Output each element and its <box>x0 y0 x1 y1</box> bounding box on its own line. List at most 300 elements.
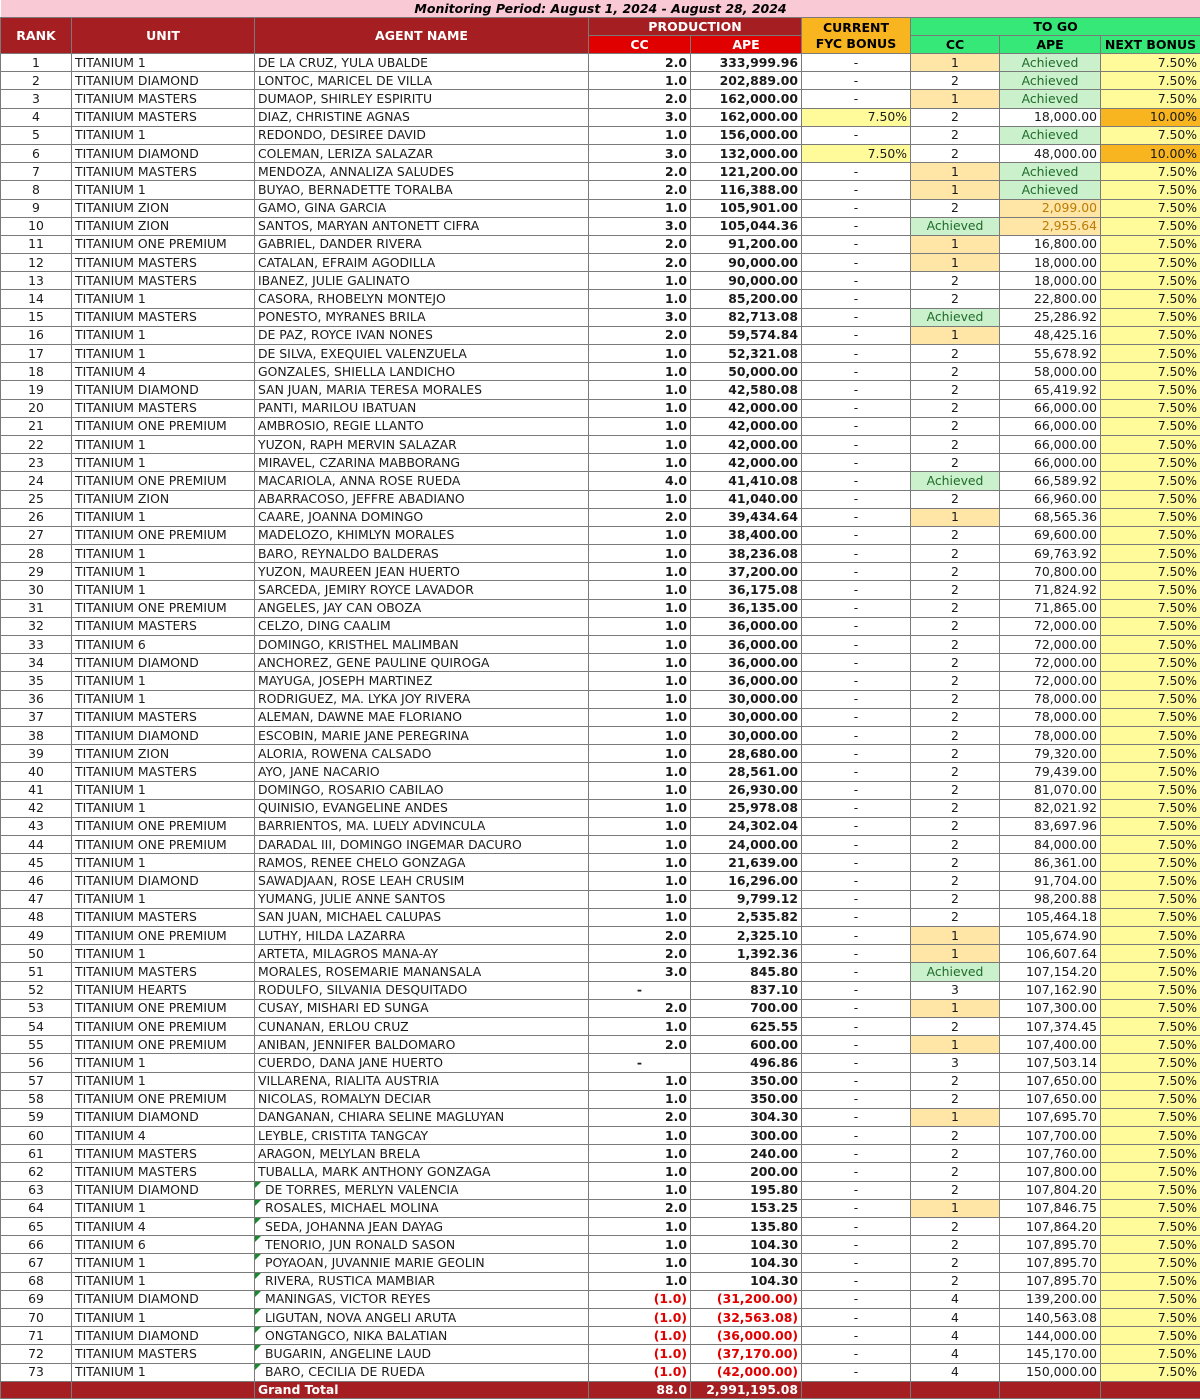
production-ape-cell[interactable]: 50,000.00 <box>691 363 802 381</box>
current-fyc-bonus-cell[interactable]: - <box>802 617 911 635</box>
to-go-ape-cell[interactable]: 69,600.00 <box>1000 526 1101 544</box>
to-go-cc-cell[interactable]: 2 <box>911 381 1000 399</box>
next-bonus-cell[interactable]: 7.50% <box>1101 563 1200 581</box>
production-cc-cell[interactable]: 1.0 <box>589 1163 691 1181</box>
unit-cell[interactable]: TITANIUM 1 <box>72 1254 255 1272</box>
agent-name-cell[interactable]: COLEMAN, LERIZA SALAZAR <box>255 144 589 162</box>
rank-cell[interactable]: 37 <box>1 708 72 726</box>
production-ape-cell[interactable]: 105,901.00 <box>691 199 802 217</box>
current-fyc-bonus-cell[interactable]: - <box>802 363 911 381</box>
to-go-ape-cell[interactable]: 107,864.20 <box>1000 1218 1101 1236</box>
agent-name-cell[interactable]: DE LA CRUZ, YULA UBALDE <box>255 54 589 72</box>
next-bonus-cell[interactable]: 7.50% <box>1101 581 1200 599</box>
current-fyc-bonus-cell[interactable]: - <box>802 1054 911 1072</box>
to-go-cc-cell[interactable]: Achieved <box>911 963 1000 981</box>
agent-name-cell[interactable]: CUERDO, DANA JANE HUERTO <box>255 1054 589 1072</box>
production-ape-cell[interactable]: 845.80 <box>691 963 802 981</box>
current-fyc-bonus-cell[interactable]: - <box>802 435 911 453</box>
production-ape-cell[interactable]: 135.80 <box>691 1218 802 1236</box>
next-bonus-cell[interactable]: 7.50% <box>1101 1254 1200 1272</box>
unit-cell[interactable]: TITANIUM MASTERS <box>72 90 255 108</box>
production-cc-cell[interactable]: (1.0) <box>589 1290 691 1308</box>
production-cc-cell[interactable]: 2.0 <box>589 945 691 963</box>
agent-name-cell[interactable]: SANTOS, MARYAN ANTONETT CIFRA <box>255 217 589 235</box>
production-cc-cell[interactable]: 2.0 <box>589 1036 691 1054</box>
current-fyc-bonus-cell[interactable]: - <box>802 1127 911 1145</box>
rank-cell[interactable]: 58 <box>1 1090 72 1108</box>
production-ape-cell[interactable]: 36,000.00 <box>691 654 802 672</box>
to-go-ape-cell[interactable]: 105,674.90 <box>1000 927 1101 945</box>
agent-name-cell[interactable]: ANIBAN, JENNIFER BALDOMARO <box>255 1036 589 1054</box>
production-ape-cell[interactable]: 30,000.00 <box>691 726 802 744</box>
next-bonus-cell[interactable]: 7.50% <box>1101 326 1200 344</box>
next-bonus-cell[interactable]: 7.50% <box>1101 1127 1200 1145</box>
agent-name-cell[interactable] <box>255 1290 589 1308</box>
rank-cell[interactable]: 48 <box>1 908 72 926</box>
rank-cell[interactable]: 52 <box>1 981 72 999</box>
rank-cell[interactable]: 35 <box>1 672 72 690</box>
unit-cell[interactable]: TITANIUM 1 <box>72 326 255 344</box>
current-fyc-bonus-cell[interactable]: - <box>802 745 911 763</box>
next-bonus-cell[interactable]: 7.50% <box>1101 690 1200 708</box>
production-cc-cell[interactable]: 1.0 <box>589 836 691 854</box>
current-fyc-bonus-cell[interactable]: - <box>802 836 911 854</box>
next-bonus-cell[interactable]: 7.50% <box>1101 472 1200 490</box>
current-fyc-bonus-cell[interactable]: - <box>802 345 911 363</box>
agent-name-cell[interactable]: CATALAN, EFRAIM AGODILLA <box>255 254 589 272</box>
production-ape-cell[interactable]: 350.00 <box>691 1072 802 1090</box>
production-ape-cell[interactable]: 36,000.00 <box>691 672 802 690</box>
production-ape-cell[interactable]: 26,930.00 <box>691 781 802 799</box>
to-go-ape-cell[interactable]: 140,563.08 <box>1000 1308 1101 1326</box>
production-ape-cell[interactable]: 1,392.36 <box>691 945 802 963</box>
rank-cell[interactable]: 61 <box>1 1145 72 1163</box>
to-go-ape-cell[interactable]: 72,000.00 <box>1000 654 1101 672</box>
production-cc-cell[interactable]: 1.0 <box>589 272 691 290</box>
agent-name-cell[interactable] <box>255 1363 589 1381</box>
to-go-cc-cell[interactable]: 2 <box>911 545 1000 563</box>
to-go-ape-cell[interactable]: 66,000.00 <box>1000 454 1101 472</box>
production-cc-cell[interactable]: 3.0 <box>589 108 691 126</box>
to-go-ape-cell[interactable]: 107,804.20 <box>1000 1181 1101 1199</box>
unit-cell[interactable]: TITANIUM MASTERS <box>72 617 255 635</box>
to-go-ape-cell[interactable]: 105,464.18 <box>1000 908 1101 926</box>
current-fyc-bonus-cell[interactable]: - <box>802 72 911 90</box>
production-ape-cell[interactable]: 104.30 <box>691 1254 802 1272</box>
current-fyc-bonus-cell[interactable]: - <box>802 217 911 235</box>
to-go-cc-cell[interactable]: 4 <box>911 1363 1000 1381</box>
unit-cell[interactable]: TITANIUM 1 <box>72 1054 255 1072</box>
current-fyc-bonus-cell[interactable]: - <box>802 1017 911 1035</box>
to-go-ape-cell[interactable]: 84,000.00 <box>1000 836 1101 854</box>
to-go-ape-cell[interactable]: 150,000.00 <box>1000 1363 1101 1381</box>
current-fyc-bonus-cell[interactable]: - <box>802 672 911 690</box>
production-ape-cell[interactable]: 300.00 <box>691 1127 802 1145</box>
next-bonus-cell[interactable]: 7.50% <box>1101 1036 1200 1054</box>
next-bonus-cell[interactable]: 7.50% <box>1101 272 1200 290</box>
next-bonus-cell[interactable]: 7.50% <box>1101 1308 1200 1326</box>
to-go-ape-cell[interactable]: 65,419.92 <box>1000 381 1101 399</box>
next-bonus-cell[interactable]: 7.50% <box>1101 417 1200 435</box>
current-fyc-bonus-cell[interactable]: - <box>802 981 911 999</box>
unit-cell[interactable]: TITANIUM 1 <box>72 799 255 817</box>
to-go-ape-cell[interactable]: 72,000.00 <box>1000 672 1101 690</box>
current-fyc-bonus-cell[interactable]: - <box>802 1272 911 1290</box>
production-ape-cell[interactable]: 24,302.04 <box>691 817 802 835</box>
to-go-ape-cell[interactable]: Achieved <box>1000 54 1101 72</box>
rank-cell[interactable]: 4 <box>1 108 72 126</box>
unit-cell[interactable]: TITANIUM 1 <box>72 945 255 963</box>
production-ape-cell[interactable]: 30,000.00 <box>691 708 802 726</box>
next-bonus-cell[interactable]: 7.50% <box>1101 1236 1200 1254</box>
grand-total-label[interactable]: Grand Total <box>255 1381 589 1398</box>
to-go-cc-cell[interactable]: 1 <box>911 1108 1000 1126</box>
to-go-ape-cell[interactable]: 107,695.70 <box>1000 1108 1101 1126</box>
to-go-cc-cell[interactable]: 2 <box>911 617 1000 635</box>
unit-cell[interactable]: TITANIUM ONE PREMIUM <box>72 817 255 835</box>
unit-cell[interactable]: TITANIUM 1 <box>72 345 255 363</box>
next-bonus-cell[interactable]: 7.50% <box>1101 90 1200 108</box>
current-fyc-bonus-cell[interactable]: - <box>802 781 911 799</box>
next-bonus-header[interactable]: NEXT BONUS <box>1101 36 1200 54</box>
to-go-cc-cell[interactable]: 1 <box>911 235 1000 253</box>
next-bonus-cell[interactable]: 7.50% <box>1101 72 1200 90</box>
agent-name-cell[interactable] <box>255 1199 589 1217</box>
current-fyc-bonus-cell[interactable]: - <box>802 1308 911 1326</box>
to-go-cc-cell[interactable]: 2 <box>911 526 1000 544</box>
agent-name-cell[interactable]: GONZALES, SHIELLA LANDICHO <box>255 363 589 381</box>
to-go-ape-cell[interactable]: 139,200.00 <box>1000 1290 1101 1308</box>
agent-name-cell[interactable]: DOMINGO, ROSARIO CABILAO <box>255 781 589 799</box>
rank-cell[interactable]: 71 <box>1 1327 72 1345</box>
agent-name-cell[interactable]: ARTETA, MILAGROS MANA-AY <box>255 945 589 963</box>
to-go-ape-cell[interactable]: 107,760.00 <box>1000 1145 1101 1163</box>
rank-cell[interactable]: 6 <box>1 144 72 162</box>
to-go-ape-cell[interactable]: 16,800.00 <box>1000 235 1101 253</box>
to-go-ape-cell[interactable]: Achieved <box>1000 90 1101 108</box>
production-ape-cell[interactable]: 304.30 <box>691 1108 802 1126</box>
rank-cell[interactable]: 9 <box>1 199 72 217</box>
next-bonus-cell[interactable]: 7.50% <box>1101 945 1200 963</box>
agent-name-cell[interactable]: CELZO, DING CAALIM <box>255 617 589 635</box>
agent-name-header[interactable]: AGENT NAME <box>255 18 589 54</box>
to-go-ape-cell[interactable]: 107,400.00 <box>1000 1036 1101 1054</box>
next-bonus-cell[interactable]: 7.50% <box>1101 363 1200 381</box>
production-ape-cell[interactable]: 202,889.00 <box>691 72 802 90</box>
production-ape-cell[interactable]: 496.86 <box>691 1054 802 1072</box>
next-bonus-cell[interactable]: 7.50% <box>1101 1090 1200 1108</box>
to-go-cc-cell[interactable]: 1 <box>911 1036 1000 1054</box>
rank-cell[interactable]: 69 <box>1 1290 72 1308</box>
rank-cell[interactable]: 5 <box>1 126 72 144</box>
current-fyc-bonus-cell[interactable]: - <box>802 181 911 199</box>
production-ape-cell[interactable]: 156,000.00 <box>691 126 802 144</box>
to-go-cc-cell[interactable]: 4 <box>911 1345 1000 1363</box>
current-fyc-bonus-cell[interactable]: - <box>802 945 911 963</box>
agent-name-cell[interactable]: DE SILVA, EXEQUIEL VALENZUELA <box>255 345 589 363</box>
rank-cell[interactable]: 47 <box>1 890 72 908</box>
production-cc-cell[interactable]: 1.0 <box>589 745 691 763</box>
current-fyc-bonus-cell[interactable]: - <box>802 690 911 708</box>
production-ape-cell[interactable]: 105,044.36 <box>691 217 802 235</box>
to-go-ape-cell[interactable]: 66,000.00 <box>1000 417 1101 435</box>
agent-name-cell[interactable]: VILLARENA, RIALITA AUSTRIA <box>255 1072 589 1090</box>
unit-cell[interactable]: TITANIUM 1 <box>72 854 255 872</box>
next-bonus-cell[interactable]: 7.50% <box>1101 254 1200 272</box>
rank-cell[interactable]: 36 <box>1 690 72 708</box>
unit-cell[interactable]: TITANIUM DIAMOND <box>72 726 255 744</box>
production-ape-cell[interactable]: 162,000.00 <box>691 90 802 108</box>
next-bonus-cell[interactable]: 7.50% <box>1101 345 1200 363</box>
to-go-ape-cell[interactable]: 22,800.00 <box>1000 290 1101 308</box>
unit-cell[interactable]: TITANIUM MASTERS <box>72 308 255 326</box>
agent-name-cell[interactable]: MORALES, ROSEMARIE MANANSALA <box>255 963 589 981</box>
to-go-ape-cell[interactable]: 69,763.92 <box>1000 545 1101 563</box>
production-cc-cell[interactable]: 2.0 <box>589 254 691 272</box>
next-bonus-cell[interactable]: 7.50% <box>1101 781 1200 799</box>
next-bonus-cell[interactable]: 7.50% <box>1101 1290 1200 1308</box>
production-cc-cell[interactable]: 2.0 <box>589 181 691 199</box>
to-go-ape-cell[interactable]: 107,700.00 <box>1000 1127 1101 1145</box>
production-cc-cell[interactable]: 3.0 <box>589 217 691 235</box>
production-cc-cell[interactable]: 1.0 <box>589 1218 691 1236</box>
next-bonus-cell[interactable]: 7.50% <box>1101 636 1200 654</box>
production-cc-cell[interactable]: 1.0 <box>589 1272 691 1290</box>
next-bonus-cell[interactable]: 7.50% <box>1101 290 1200 308</box>
to-go-ape-cell[interactable]: 66,589.92 <box>1000 472 1101 490</box>
production-ape-cell[interactable]: 153.25 <box>691 1199 802 1217</box>
current-fyc-bonus-cell[interactable]: - <box>802 1345 911 1363</box>
current-fyc-bonus-cell[interactable]: - <box>802 1108 911 1126</box>
unit-cell[interactable]: TITANIUM 1 <box>72 181 255 199</box>
to-go-cc-cell[interactable]: 4 <box>911 1308 1000 1326</box>
rank-cell[interactable]: 25 <box>1 490 72 508</box>
rank-cell[interactable]: 43 <box>1 817 72 835</box>
production-cc-cell[interactable]: 1.0 <box>589 563 691 581</box>
to-go-ape-cell[interactable]: 107,895.70 <box>1000 1236 1101 1254</box>
to-go-cc-cell[interactable]: 2 <box>911 290 1000 308</box>
agent-name-cell[interactable]: CASORA, RHOBELYN MONTEJO <box>255 290 589 308</box>
to-go-ape-cell[interactable]: 66,000.00 <box>1000 399 1101 417</box>
production-cc-cell[interactable]: 2.0 <box>589 235 691 253</box>
to-go-cc-cell[interactable]: 2 <box>911 363 1000 381</box>
to-go-ape-cell[interactable]: 25,286.92 <box>1000 308 1101 326</box>
production-ape-cell[interactable]: (32,563.08) <box>691 1308 802 1326</box>
current-fyc-bonus-cell[interactable]: - <box>802 126 911 144</box>
unit-cell[interactable]: TITANIUM 1 <box>72 545 255 563</box>
current-fyc-bonus-cell[interactable]: - <box>802 235 911 253</box>
production-cc-cell[interactable]: 2.0 <box>589 1108 691 1126</box>
production-ape-cell[interactable]: 600.00 <box>691 1036 802 1054</box>
next-bonus-cell[interactable]: 7.50% <box>1101 217 1200 235</box>
to-go-cc-cell[interactable]: 1 <box>911 945 1000 963</box>
rank-cell[interactable]: 70 <box>1 1308 72 1326</box>
production-ape-cell[interactable]: 333,999.96 <box>691 54 802 72</box>
to-go-ape-cell[interactable]: 107,650.00 <box>1000 1072 1101 1090</box>
agent-name-cell[interactable] <box>255 1272 589 1290</box>
production-cc-cell[interactable]: - <box>589 981 691 999</box>
rank-cell[interactable]: 24 <box>1 472 72 490</box>
production-ape-cell[interactable]: 59,574.84 <box>691 326 802 344</box>
next-bonus-cell[interactable]: 7.50% <box>1101 181 1200 199</box>
unit-cell[interactable]: TITANIUM DIAMOND <box>72 1181 255 1199</box>
to-go-cc-cell[interactable]: 2 <box>911 1272 1000 1290</box>
agent-name-cell[interactable] <box>255 1218 589 1236</box>
agent-name-cell[interactable]: ALORIA, ROWENA CALSADO <box>255 745 589 763</box>
production-ape-cell[interactable]: 42,000.00 <box>691 454 802 472</box>
rank-cell[interactable]: 67 <box>1 1254 72 1272</box>
production-ape-cell[interactable]: 121,200.00 <box>691 163 802 181</box>
to-go-ape-cell[interactable]: 81,070.00 <box>1000 781 1101 799</box>
production-cc-cell[interactable]: 1.0 <box>589 1072 691 1090</box>
unit-cell[interactable]: TITANIUM 1 <box>72 1072 255 1090</box>
unit-cell[interactable]: TITANIUM ONE PREMIUM <box>72 472 255 490</box>
production-cc-cell[interactable]: 1.0 <box>589 526 691 544</box>
agent-name-cell[interactable]: QUINISIO, EVANGELINE ANDES <box>255 799 589 817</box>
production-ape-cell[interactable]: 24,000.00 <box>691 836 802 854</box>
production-cc-cell[interactable]: 1.0 <box>589 708 691 726</box>
agent-name-cell[interactable]: IBANEZ, JULIE GALINATO <box>255 272 589 290</box>
agent-name-cell[interactable]: MIRAVEL, CZARINA MABBORANG <box>255 454 589 472</box>
production-cc-cell[interactable]: 1.0 <box>589 399 691 417</box>
to-go-cc-cell[interactable]: 1 <box>911 326 1000 344</box>
to-go-cc-cell[interactable]: 2 <box>911 672 1000 690</box>
current-fyc-bonus-cell[interactable]: - <box>802 1181 911 1199</box>
agent-name-cell[interactable]: CUNANAN, ERLOU CRUZ <box>255 1017 589 1035</box>
to-go-cc-cell[interactable]: 2 <box>911 872 1000 890</box>
to-go-cc-cell[interactable]: 2 <box>911 144 1000 162</box>
to-go-cc-cell[interactable]: 1 <box>911 1199 1000 1217</box>
rank-cell[interactable]: 14 <box>1 290 72 308</box>
production-cc-cell[interactable]: 2.0 <box>589 54 691 72</box>
current-fyc-bonus-cell[interactable]: - <box>802 454 911 472</box>
grand-total-ape[interactable]: 2,991,195.08 <box>691 1381 802 1398</box>
agent-name-cell[interactable]: DIAZ, CHRISTINE AGNAS <box>255 108 589 126</box>
production-ape-cell[interactable]: 39,434.64 <box>691 508 802 526</box>
production-cc-cell[interactable]: 1.0 <box>589 290 691 308</box>
rank-cell[interactable]: 2 <box>1 72 72 90</box>
to-go-cc-cell[interactable]: 2 <box>911 417 1000 435</box>
to-go-cc-cell[interactable]: 2 <box>911 1017 1000 1035</box>
current-fyc-bonus-cell[interactable]: - <box>802 254 911 272</box>
unit-cell[interactable]: TITANIUM ONE PREMIUM <box>72 999 255 1017</box>
next-bonus-cell[interactable]: 7.50% <box>1101 1199 1200 1217</box>
agent-name-cell[interactable]: RODULFO, SILVANIA DESQUITADO <box>255 981 589 999</box>
rank-cell[interactable]: 26 <box>1 508 72 526</box>
next-bonus-cell[interactable]: 7.50% <box>1101 872 1200 890</box>
rank-cell[interactable]: 46 <box>1 872 72 890</box>
to-go-cc-cell[interactable]: 2 <box>911 763 1000 781</box>
to-go-cc-cell[interactable]: 2 <box>911 199 1000 217</box>
agent-name-cell[interactable] <box>255 1181 589 1199</box>
next-bonus-cell[interactable]: 7.50% <box>1101 54 1200 72</box>
to-go-cc-cell[interactable]: 2 <box>911 781 1000 799</box>
unit-cell[interactable]: TITANIUM DIAMOND <box>72 1108 255 1126</box>
production-ape-cell[interactable]: 625.55 <box>691 1017 802 1035</box>
unit-cell[interactable]: TITANIUM ONE PREMIUM <box>72 599 255 617</box>
production-cc-cell[interactable]: - <box>589 1054 691 1072</box>
production-cc-cell[interactable]: 1.0 <box>589 1254 691 1272</box>
to-go-ape-cell[interactable]: 55,678.92 <box>1000 345 1101 363</box>
to-go-cc-cell[interactable]: 2 <box>911 1163 1000 1181</box>
production-cc-cell[interactable]: 2.0 <box>589 90 691 108</box>
current-fyc-bonus-cell[interactable]: - <box>802 490 911 508</box>
current-fyc-bonus-cell[interactable]: - <box>802 763 911 781</box>
production-ape-cell[interactable]: 36,000.00 <box>691 636 802 654</box>
rank-cell[interactable]: 72 <box>1 1345 72 1363</box>
production-ape-cell[interactable]: 240.00 <box>691 1145 802 1163</box>
agent-name-cell[interactable]: MADELOZO, KHIMLYN MORALES <box>255 526 589 544</box>
production-cc-cell[interactable]: 1.0 <box>589 1181 691 1199</box>
to-go-cc-cell[interactable]: 2 <box>911 799 1000 817</box>
rank-cell[interactable]: 62 <box>1 1163 72 1181</box>
agent-name-cell[interactable]: DUMAOP, SHIRLEY ESPIRITU <box>255 90 589 108</box>
production-ape-cell[interactable]: 82,713.08 <box>691 308 802 326</box>
rank-cell[interactable]: 10 <box>1 217 72 235</box>
current-fyc-bonus-cell[interactable]: - <box>802 1254 911 1272</box>
agent-name-cell[interactable]: LONTOC, MARICEL DE VILLA <box>255 72 589 90</box>
rank-cell[interactable]: 23 <box>1 454 72 472</box>
agent-name-cell[interactable]: DOMINGO, KRISTHEL MALIMBAN <box>255 636 589 654</box>
rank-cell[interactable]: 30 <box>1 581 72 599</box>
current-fyc-bonus-cell[interactable]: - <box>802 1236 911 1254</box>
to-go-cc-cell[interactable]: 1 <box>911 163 1000 181</box>
production-ape-cell[interactable]: 104.30 <box>691 1236 802 1254</box>
agent-name-cell[interactable]: DE PAZ, ROYCE IVAN NONES <box>255 326 589 344</box>
unit-cell[interactable]: TITANIUM DIAMOND <box>72 1327 255 1345</box>
agent-name-cell[interactable]: NICOLAS, ROMALYN DECIAR <box>255 1090 589 1108</box>
to-go-cc-cell[interactable]: 3 <box>911 1054 1000 1072</box>
unit-cell[interactable]: TITANIUM 1 <box>72 690 255 708</box>
unit-cell[interactable]: TITANIUM 1 <box>72 1199 255 1217</box>
current-fyc-bonus-cell[interactable]: - <box>802 1290 911 1308</box>
to-go-ape-cell[interactable]: 78,000.00 <box>1000 708 1101 726</box>
to-go-cc-cell[interactable]: 2 <box>911 854 1000 872</box>
production-ape-cell[interactable]: 2,535.82 <box>691 908 802 926</box>
rank-cell[interactable]: 34 <box>1 654 72 672</box>
next-bonus-cell[interactable]: 7.50% <box>1101 1108 1200 1126</box>
agent-name-cell[interactable]: ANCHOREZ, GENE PAULINE QUIROGA <box>255 654 589 672</box>
production-cc-cell[interactable]: 4.0 <box>589 472 691 490</box>
agent-name-cell[interactable]: BARRIENTOS, MA. LUELY ADVINCULA <box>255 817 589 835</box>
rank-header[interactable]: RANK <box>1 18 72 54</box>
next-bonus-cell[interactable]: 7.50% <box>1101 1072 1200 1090</box>
rank-cell[interactable]: 65 <box>1 1218 72 1236</box>
production-ape-cell[interactable]: 9,799.12 <box>691 890 802 908</box>
production-cc-cell[interactable]: 2.0 <box>589 326 691 344</box>
agent-name-cell[interactable]: MAYUGA, JOSEPH MARTINEZ <box>255 672 589 690</box>
production-ape-cell[interactable]: 195.80 <box>691 1181 802 1199</box>
agent-name-cell[interactable]: SAN JUAN, MARIA TERESA MORALES <box>255 381 589 399</box>
agent-name-cell[interactable]: GAMO, GINA GARCIA <box>255 199 589 217</box>
current-fyc-bonus-cell[interactable]: - <box>802 817 911 835</box>
production-ape-cell[interactable]: 41,410.08 <box>691 472 802 490</box>
unit-cell[interactable]: TITANIUM ONE PREMIUM <box>72 235 255 253</box>
to-go-cc-cell[interactable]: 2 <box>911 726 1000 744</box>
production-ape-cell[interactable]: (36,000.00) <box>691 1327 802 1345</box>
production-ape-cell[interactable]: 85,200.00 <box>691 290 802 308</box>
to-go-ape-cell[interactable]: Achieved <box>1000 181 1101 199</box>
agent-name-cell[interactable]: PONESTO, MYRANES BRILA <box>255 308 589 326</box>
to-go-cc-cell[interactable]: 1 <box>911 90 1000 108</box>
rank-cell[interactable]: 11 <box>1 235 72 253</box>
to-go-ape-cell[interactable]: 107,895.70 <box>1000 1254 1101 1272</box>
next-bonus-cell[interactable]: 7.50% <box>1101 763 1200 781</box>
production-ape-cell[interactable]: 700.00 <box>691 999 802 1017</box>
next-bonus-cell[interactable]: 10.00% <box>1101 108 1200 126</box>
to-go-ape-cell[interactable]: 144,000.00 <box>1000 1327 1101 1345</box>
production-ape-cell[interactable]: 28,680.00 <box>691 745 802 763</box>
